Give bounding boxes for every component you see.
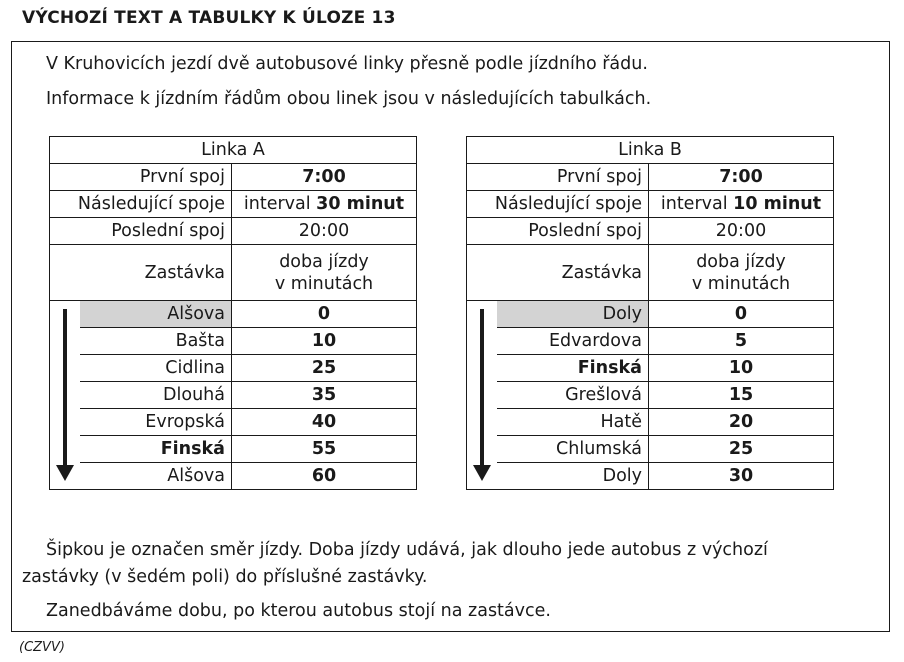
line-b-interval-value: 10 minut	[733, 194, 822, 214]
down-arrow-icon	[55, 309, 75, 481]
outro-line-2: zastávky (v šedém poli) do příslušné zastávky.	[22, 567, 428, 587]
line-b-interval	[649, 191, 834, 218]
interval-word: interval	[243, 194, 311, 214]
stop-name: Alšova	[80, 463, 232, 490]
down-arrow-icon	[472, 309, 492, 481]
last-service-label: Poslední spoj	[467, 218, 649, 245]
stop-name: Finská	[497, 355, 649, 382]
stop-time: 0	[649, 301, 834, 328]
intro-line-1: V Kruhovicích jezdí dvě autobusové linky přesně podle jízdního řádu.	[46, 54, 648, 74]
direction-arrow-cell	[467, 301, 497, 490]
page-title: VÝCHOZÍ TEXT A TABULKY K ÚLOZE 13	[22, 8, 396, 28]
stop-time: 55	[232, 436, 417, 463]
stop-time: 30	[649, 463, 834, 490]
line-a-interval-value: 30 minut	[316, 194, 405, 214]
interval-word: interval	[660, 194, 728, 214]
line-a-last-service: 20:00	[232, 218, 417, 245]
line-a-title: Linka A	[50, 137, 417, 164]
stop-name: Doly	[497, 301, 649, 328]
stop-time: 10	[232, 328, 417, 355]
stop-time: 15	[649, 382, 834, 409]
direction-arrow-cell	[50, 301, 80, 490]
stop-column-header: Zastávka	[467, 245, 649, 301]
outro-line-3: Zanedbáváme dobu, po kterou autobus stojí na zastávce.	[46, 601, 551, 621]
duration-column-header	[649, 245, 834, 301]
first-service-label: První spoj	[467, 164, 649, 191]
timetable-line-a	[49, 136, 417, 490]
duration-header-line-2: v minutách	[691, 273, 791, 294]
stop-name: Finská	[80, 436, 232, 463]
line-a-first-service: 7:00	[232, 164, 417, 191]
stop-time: 60	[232, 463, 417, 490]
stop-time: 35	[232, 382, 417, 409]
stop-name: Alšova	[80, 301, 232, 328]
stop-time: 25	[232, 355, 417, 382]
line-b-first-service: 7:00	[649, 164, 834, 191]
line-a-interval	[232, 191, 417, 218]
stop-time: 20	[649, 409, 834, 436]
duration-header-line-2: v minutách	[274, 273, 374, 294]
stop-name: Bašta	[80, 328, 232, 355]
stop-name: Cidlina	[80, 355, 232, 382]
stop-name: Evropská	[80, 409, 232, 436]
stop-time: 25	[649, 436, 834, 463]
stop-name: Doly	[497, 463, 649, 490]
duration-column-header	[232, 245, 417, 301]
source-note: (CZVV)	[19, 640, 65, 655]
outro-line-1: Šipkou je označen směr jízdy. Doba jízdy udává, jak dlouho jede autobus z výchozí	[46, 540, 768, 560]
next-services-label: Následující spoje	[50, 191, 232, 218]
stop-time: 40	[232, 409, 417, 436]
next-services-label: Následující spoje	[467, 191, 649, 218]
stop-name: Grešlová	[497, 382, 649, 409]
stop-time: 10	[649, 355, 834, 382]
line-b-last-service: 20:00	[649, 218, 834, 245]
stop-time: 5	[649, 328, 834, 355]
stop-name: Dlouhá	[80, 382, 232, 409]
timetable-line-b	[466, 136, 834, 490]
stop-time: 0	[232, 301, 417, 328]
intro-line-2: Informace k jízdním řádům obou linek jsou v následujících tabulkách.	[46, 89, 652, 109]
stop-name: Hatě	[497, 409, 649, 436]
duration-header-line-1: doba jízdy	[696, 251, 786, 272]
stop-column-header: Zastávka	[50, 245, 232, 301]
line-b-title: Linka B	[467, 137, 834, 164]
duration-header-line-1: doba jízdy	[279, 251, 369, 272]
stop-name: Chlumská	[497, 436, 649, 463]
stop-name: Edvardova	[497, 328, 649, 355]
last-service-label: Poslední spoj	[50, 218, 232, 245]
first-service-label: První spoj	[50, 164, 232, 191]
